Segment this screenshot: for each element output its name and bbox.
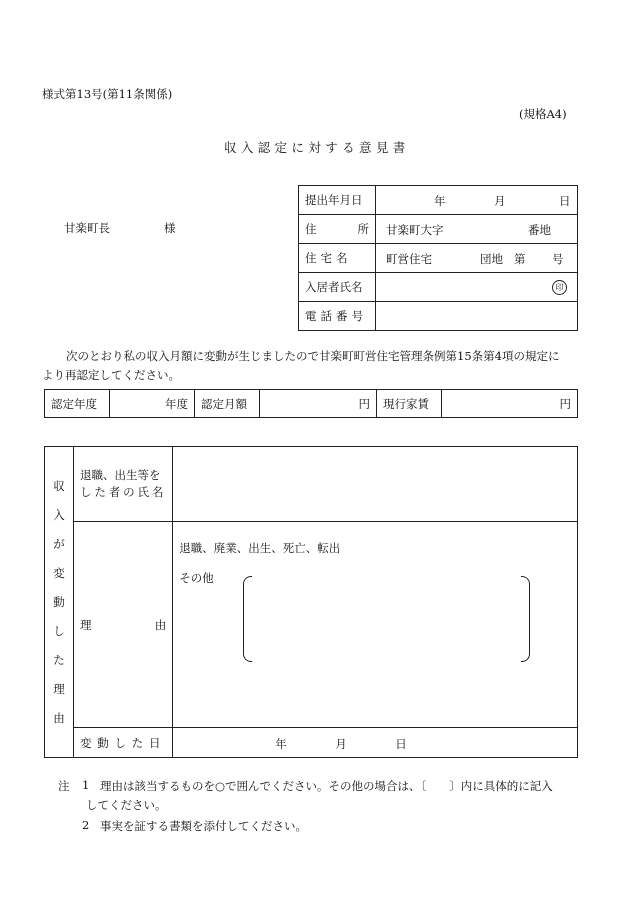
change-date-label: 変動した日 xyxy=(74,728,173,758)
year-unit: 年 xyxy=(434,194,446,208)
right-bracket xyxy=(521,576,530,662)
month-unit: 月 xyxy=(494,194,506,208)
side-label-char: 収 xyxy=(53,478,65,493)
statement-line-1: 次のとおり私の収入月額に変動が生じましたので甘楽町町営住宅管理条例第15条第4項の規定に xyxy=(66,349,560,363)
person-label: 退職、出生等を した者の氏名 xyxy=(74,447,173,522)
note-1-line-1: 理由は該当するものを○で囲んでください。その他の場合は、〔 〕内に具体的に記入 xyxy=(100,779,553,793)
resident-field[interactable] xyxy=(376,273,578,302)
phone-label: 電話番号 xyxy=(299,302,376,331)
form-number: 様式第13号(第11条関係) xyxy=(42,87,173,101)
reason-field[interactable] xyxy=(173,522,578,728)
resident-label: 入居者氏名 xyxy=(299,273,376,302)
cert-year-field[interactable]: 年度 xyxy=(110,390,195,418)
change-date-field[interactable]: 年 月 日 xyxy=(173,728,578,758)
reason-options: 退職、廃業、出生、死亡、転出 xyxy=(179,541,341,555)
applicant-table xyxy=(298,185,578,331)
cert-year-label: 認定年度 xyxy=(45,390,110,418)
reason-label: 理 由 xyxy=(74,522,173,728)
note-2-text: 事実を証する書類を添付してください。 xyxy=(100,819,307,833)
rent-field[interactable]: 円 xyxy=(442,390,578,418)
side-label-char: 由 xyxy=(53,710,65,725)
side-label-char: が xyxy=(53,536,65,551)
housing-label: 住宅名 xyxy=(299,244,376,273)
note-2-number: 2 xyxy=(82,818,90,832)
side-label-char: 入 xyxy=(53,507,65,522)
address-label: 住 所 xyxy=(299,215,376,244)
date-field[interactable] xyxy=(376,186,578,215)
paper-size: (規格A4) xyxy=(519,107,567,121)
statement-line-2: より再認定してください。 xyxy=(42,368,180,382)
note-1-number: 1 xyxy=(82,778,90,792)
reason-other: その他 xyxy=(179,571,214,585)
rent-label: 現行家賃 xyxy=(377,390,442,418)
housing-field[interactable]: 町営住宅 団地 第 号 xyxy=(376,244,578,273)
address-field[interactable]: 甘楽町大字 番地 xyxy=(376,215,578,244)
phone-field[interactable] xyxy=(376,302,578,331)
change-side-label xyxy=(45,447,74,758)
side-label-char: た xyxy=(53,652,65,667)
cert-monthly-field[interactable]: 円 xyxy=(260,390,377,418)
side-label-char: 変 xyxy=(53,565,65,580)
certification-table xyxy=(44,389,578,418)
seal-icon: 印 xyxy=(552,280,567,295)
side-label-char: し xyxy=(53,623,65,638)
person-field[interactable] xyxy=(173,447,578,522)
page-title: 収入認定に対する意見書 xyxy=(224,140,410,155)
change-table xyxy=(44,446,578,758)
addressee-honorific: 様 xyxy=(164,221,176,235)
cert-monthly-label: 認定月額 xyxy=(195,390,260,418)
notes-prefix: 注 xyxy=(58,779,70,793)
day-unit: 日 xyxy=(559,194,571,208)
note-1-line-2: してください。 xyxy=(86,798,167,812)
date-label: 提出年月日 xyxy=(299,186,376,215)
addressee-name: 甘楽町長 xyxy=(64,221,110,235)
left-bracket xyxy=(243,576,252,662)
side-label-char: 動 xyxy=(53,594,65,609)
side-label-char: 理 xyxy=(53,681,65,696)
